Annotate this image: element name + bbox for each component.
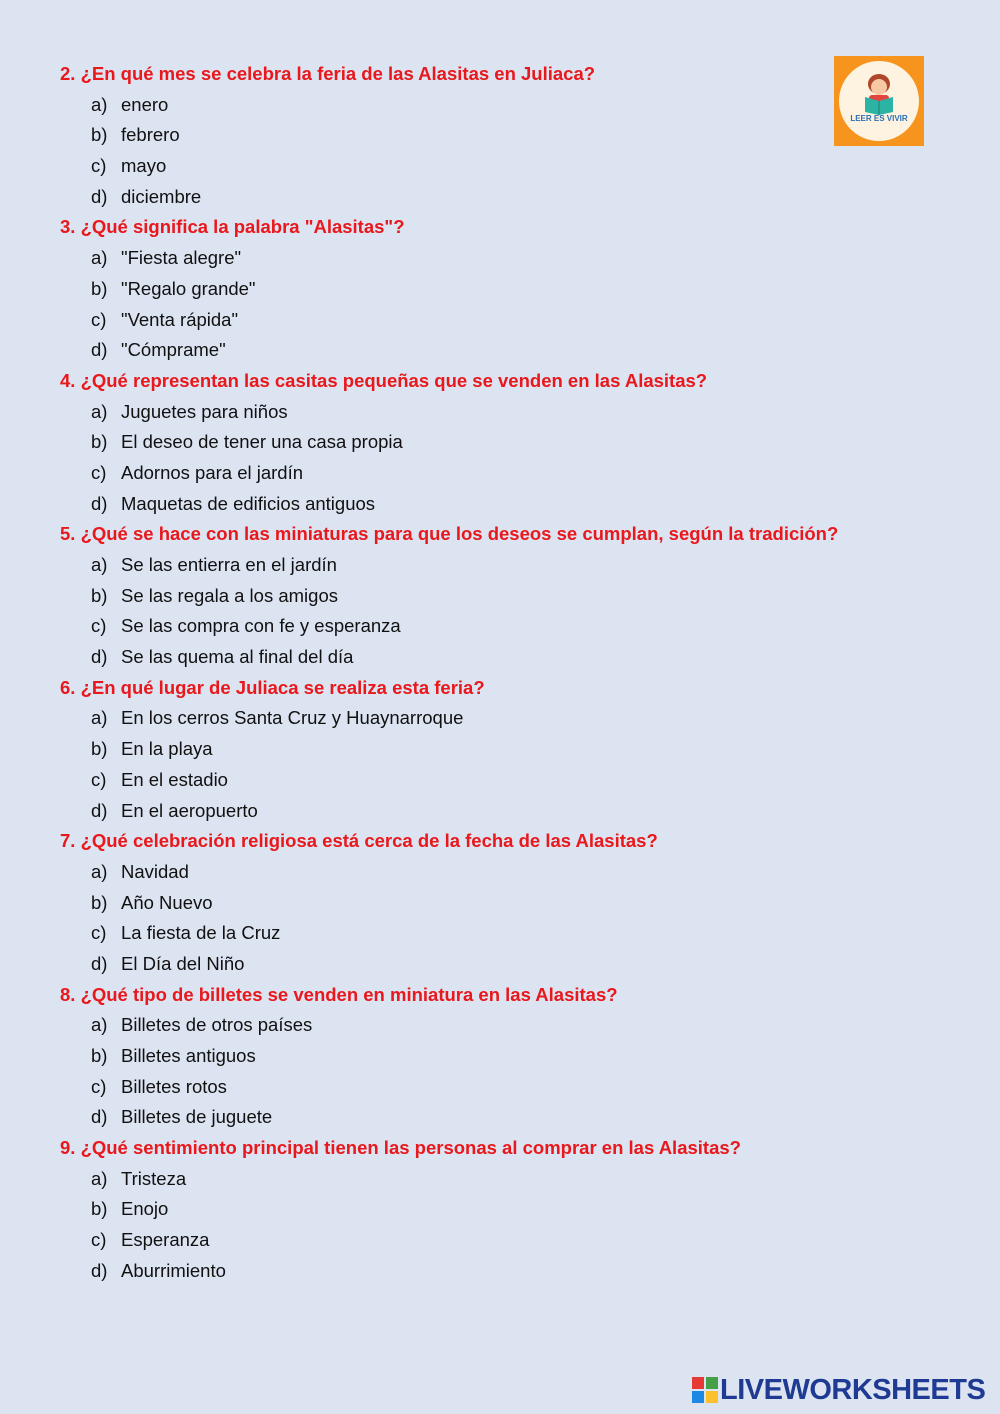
- option-letter: d): [91, 952, 108, 974]
- option-text: Enojo: [121, 1198, 169, 1220]
- option-text: febrero: [121, 124, 180, 146]
- option-letter: c): [91, 1229, 107, 1251]
- option-text: Billetes antiguos: [121, 1045, 256, 1066]
- question-7: [60, 826, 940, 979]
- option-text: Tristeza: [121, 1167, 187, 1189]
- question-6: [60, 673, 940, 826]
- option-a[interactable]: [60, 90, 940, 121]
- question-title: 5. ¿Qué se hace con las miniaturas para que los deseos se cumplan, según la tradición?: [60, 523, 839, 545]
- option-letter: a): [91, 93, 108, 115]
- option-letter: a): [91, 1014, 108, 1036]
- question-title: 6. ¿En qué lugar de Juliaca se realiza esta feria?: [60, 676, 485, 698]
- option-letter: b): [91, 124, 108, 146]
- option-text: Adornos para el jardín: [121, 461, 304, 483]
- option-text: diciembre: [121, 185, 202, 207]
- option-letter: c): [91, 922, 107, 944]
- option-letter: a): [91, 860, 108, 882]
- option-text: En el aeropuerto: [121, 799, 258, 821]
- option-text: En el estadio: [121, 768, 228, 790]
- option-letter: b): [91, 431, 108, 453]
- option-text: Billetes de otros países: [121, 1014, 313, 1036]
- option-letter: d): [91, 1259, 108, 1281]
- question-4: [60, 366, 940, 519]
- option-letter: a): [91, 400, 108, 422]
- option-b[interactable]: [60, 427, 940, 458]
- option-b[interactable]: [60, 888, 940, 919]
- option-b[interactable]: [60, 1041, 940, 1072]
- option-d[interactable]: [60, 642, 940, 673]
- brand-text: LIVEWORKSHEETS: [720, 1373, 986, 1406]
- option-b[interactable]: [60, 734, 940, 765]
- option-d[interactable]: [60, 1256, 940, 1287]
- option-text: En los cerros Santa Cruz y Huaynarroque: [121, 707, 464, 729]
- option-c[interactable]: [60, 1072, 940, 1103]
- option-letter: d): [91, 646, 108, 668]
- option-d[interactable]: [60, 182, 940, 213]
- option-b[interactable]: [60, 581, 940, 612]
- question-3: [60, 212, 940, 365]
- option-letter: c): [91, 308, 107, 330]
- option-letter: d): [91, 339, 108, 361]
- option-text: Se las quema al final del día: [121, 646, 354, 668]
- question-title: 2. ¿En qué mes se celebra la feria de las Alasitas en Juliaca?: [60, 63, 596, 84]
- question-5: [60, 519, 940, 672]
- option-letter: b): [91, 738, 108, 760]
- option-letter: b): [91, 1198, 108, 1220]
- option-letter: d): [91, 1106, 108, 1128]
- option-letter: b): [91, 1045, 108, 1066]
- option-d[interactable]: [60, 949, 940, 980]
- option-text: Se las entierra en el jardín: [121, 554, 337, 575]
- option-text: Billetes rotos: [121, 1075, 227, 1097]
- option-d[interactable]: [60, 335, 940, 366]
- option-a[interactable]: [60, 703, 940, 734]
- option-b[interactable]: [60, 120, 940, 151]
- option-text: "Venta rápida": [121, 308, 239, 330]
- option-text: La fiesta de la Cruz: [121, 922, 281, 944]
- option-letter: c): [91, 615, 107, 637]
- question-title: 8. ¿Qué tipo de billetes se venden en miniatura en las Alasitas?: [60, 983, 618, 1005]
- liveworksheets-logo-icon: [692, 1377, 718, 1403]
- option-d[interactable]: [60, 1102, 940, 1133]
- option-c[interactable]: [60, 765, 940, 796]
- option-text: Billetes de juguete: [121, 1106, 273, 1128]
- option-letter: d): [91, 492, 108, 514]
- option-c[interactable]: [60, 611, 940, 642]
- option-d[interactable]: [60, 489, 940, 520]
- option-b[interactable]: [60, 1194, 940, 1225]
- option-letter: a): [91, 247, 108, 269]
- option-text: El deseo de tener una casa propia: [121, 431, 403, 453]
- option-text: Juguetes para niños: [121, 400, 288, 422]
- option-c[interactable]: [60, 305, 940, 336]
- question-9: [60, 1133, 940, 1286]
- option-a[interactable]: [60, 550, 940, 581]
- option-text: Se las regala a los amigos: [121, 584, 338, 606]
- option-a[interactable]: [60, 1164, 940, 1195]
- option-c[interactable]: [60, 458, 940, 489]
- option-text: "Regalo grande": [121, 277, 256, 299]
- option-d[interactable]: [60, 796, 940, 827]
- option-text: Se las compra con fe y esperanza: [121, 615, 401, 637]
- question-title: 7. ¿Qué celebración religiosa está cerca de la fecha de las Alasitas?: [60, 830, 658, 852]
- option-c[interactable]: [60, 918, 940, 949]
- question-2: [60, 59, 940, 212]
- option-text: Aburrimiento: [121, 1259, 226, 1281]
- option-a[interactable]: [60, 1010, 940, 1041]
- option-letter: a): [91, 1167, 108, 1189]
- option-text: mayo: [121, 155, 167, 177]
- option-letter: c): [91, 155, 107, 177]
- option-text: "Fiesta alegre": [121, 247, 242, 269]
- worksheet: [60, 59, 940, 1287]
- option-text: enero: [121, 93, 169, 115]
- option-letter: a): [91, 554, 108, 575]
- option-b[interactable]: [60, 274, 940, 305]
- option-a[interactable]: [60, 857, 940, 888]
- option-letter: c): [91, 768, 107, 790]
- option-letter: b): [91, 277, 108, 299]
- question-8: [60, 980, 940, 1133]
- option-text: El Día del Niño: [121, 952, 245, 974]
- question-title: 4. ¿Qué representan las casitas pequeñas que se venden en las Alasitas?: [60, 369, 708, 391]
- logo-text: LEER ES VIVIR: [850, 114, 908, 123]
- option-c[interactable]: [60, 151, 940, 182]
- option-letter: c): [91, 1075, 107, 1097]
- option-a[interactable]: [60, 397, 940, 428]
- question-title: 9. ¿Qué sentimiento principal tienen las personas al comprar en las Alasitas?: [60, 1137, 741, 1159]
- option-text: "Cómprame": [121, 339, 226, 361]
- option-text: Año Nuevo: [121, 891, 213, 913]
- liveworksheets-brand: [692, 1372, 985, 1408]
- option-letter: d): [91, 799, 108, 821]
- option-letter: b): [91, 584, 108, 606]
- option-letter: b): [91, 891, 108, 913]
- option-a[interactable]: [60, 243, 940, 274]
- option-text: Esperanza: [121, 1229, 210, 1251]
- option-text: Maquetas de edificios antiguos: [121, 492, 376, 514]
- option-letter: d): [91, 185, 108, 207]
- option-letter: c): [91, 461, 107, 483]
- option-text: Navidad: [121, 860, 189, 882]
- option-c[interactable]: [60, 1225, 940, 1256]
- option-text: En la playa: [121, 738, 213, 760]
- question-title: 3. ¿Qué significa la palabra "Alasitas"?: [60, 216, 405, 238]
- option-letter: a): [91, 707, 108, 729]
